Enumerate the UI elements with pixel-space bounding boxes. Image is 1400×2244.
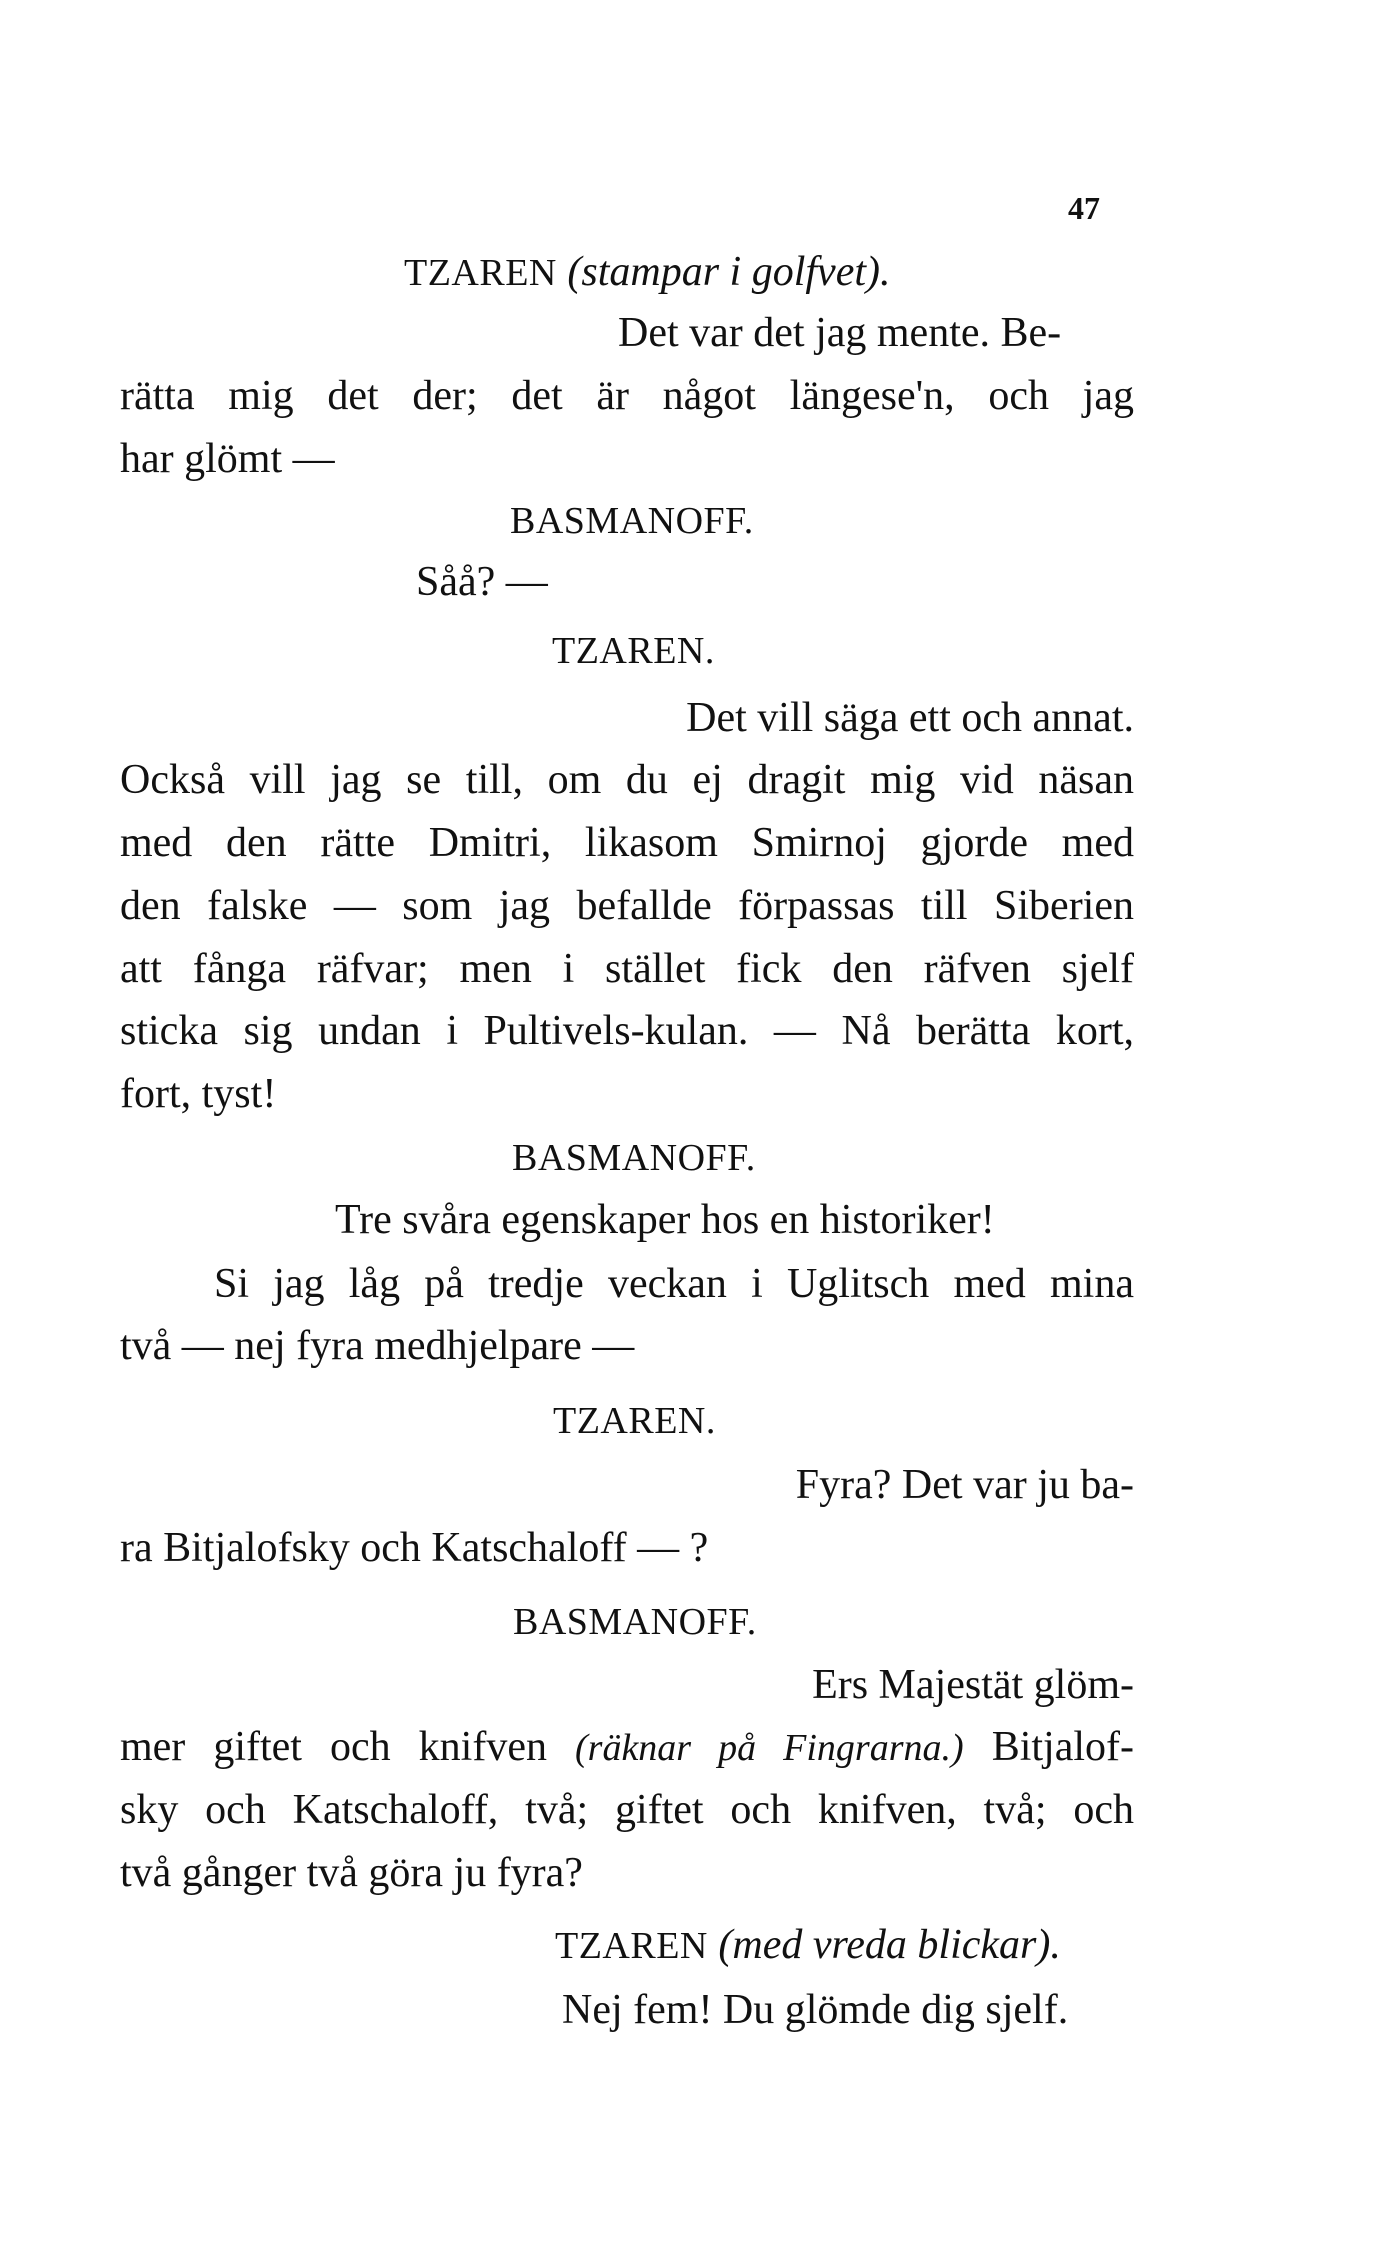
dialogue-line: sky och Katschaloff, två; giftet och knifven, två; och [120, 1787, 1134, 1833]
speaker-heading [404, 244, 1104, 301]
dialogue-line: med den rätte Dmitri, likasom Smirnoj gjorde med [120, 820, 1134, 866]
dialogue-line [120, 1719, 1134, 1776]
dialogue-line: Det var det jag mente. Be- [618, 310, 1062, 356]
page-number: 47 [1068, 190, 1100, 226]
stage-direction: (stampar i golfvet). [567, 249, 891, 295]
speaker-name: TZAREN. [553, 1400, 716, 1442]
dialogue-line: sticka sig undan i Pultivels-kulan. — Nå berätta kort, [120, 1008, 1134, 1054]
dialogue-line: Fyra? Det var ju ba- [795, 1462, 1134, 1508]
stage-direction: (med vreda blickar). [718, 1922, 1061, 1968]
dialogue-line: Såå? — [416, 559, 548, 605]
speaker-name: BASMANOFF. [513, 1601, 757, 1643]
speaker-name: BASMANOFF. [510, 500, 754, 542]
stage-direction: (räknar på Fingrarna.) [575, 1727, 964, 1769]
dialogue-line: två gånger två göra ju fyra? [120, 1850, 583, 1896]
dialogue-line: Också vill jag se till, om du ej dragit mig vid näsan [120, 757, 1134, 803]
dialogue-text: Bitjalof- [991, 1724, 1134, 1770]
dialogue-line: Si jag låg på tredje veckan i Uglitsch med mina [214, 1261, 1134, 1307]
dialogue-line: fort, tyst! [120, 1071, 277, 1117]
dialogue-line: Ers Majestät glöm- [812, 1662, 1134, 1708]
dialogue-line: har glömt — [120, 436, 335, 482]
dialogue-line: Tre svåra egenskaper hos en historiker! [335, 1197, 995, 1243]
dialogue-text: mer giftet och knifven [120, 1724, 547, 1770]
speaker-heading [555, 1917, 1155, 1974]
speaker-name: TZAREN [555, 1925, 708, 1967]
speaker-name: TZAREN [404, 252, 557, 294]
speaker-name: BASMANOFF. [512, 1137, 756, 1179]
dialogue-line: att fånga räfvar; men i stället fick den räfven sjelf [120, 946, 1134, 992]
dialogue-line: ra Bitjalofsky och Katschaloff — ? [120, 1525, 709, 1571]
dialogue-line: Det vill säga ett och annat. [686, 695, 1134, 741]
dialogue-line: den falske — som jag befallde förpassas till Siberien [120, 883, 1134, 929]
dialogue-line: Nej fem! Du glömde dig sjelf. [562, 1987, 1069, 2033]
speaker-name: TZAREN. [552, 630, 715, 672]
dialogue-line: rätta mig det der; det är något längese'n, och jag [120, 373, 1134, 419]
dialogue-line: två — nej fyra medhjelpare — [120, 1323, 635, 1369]
